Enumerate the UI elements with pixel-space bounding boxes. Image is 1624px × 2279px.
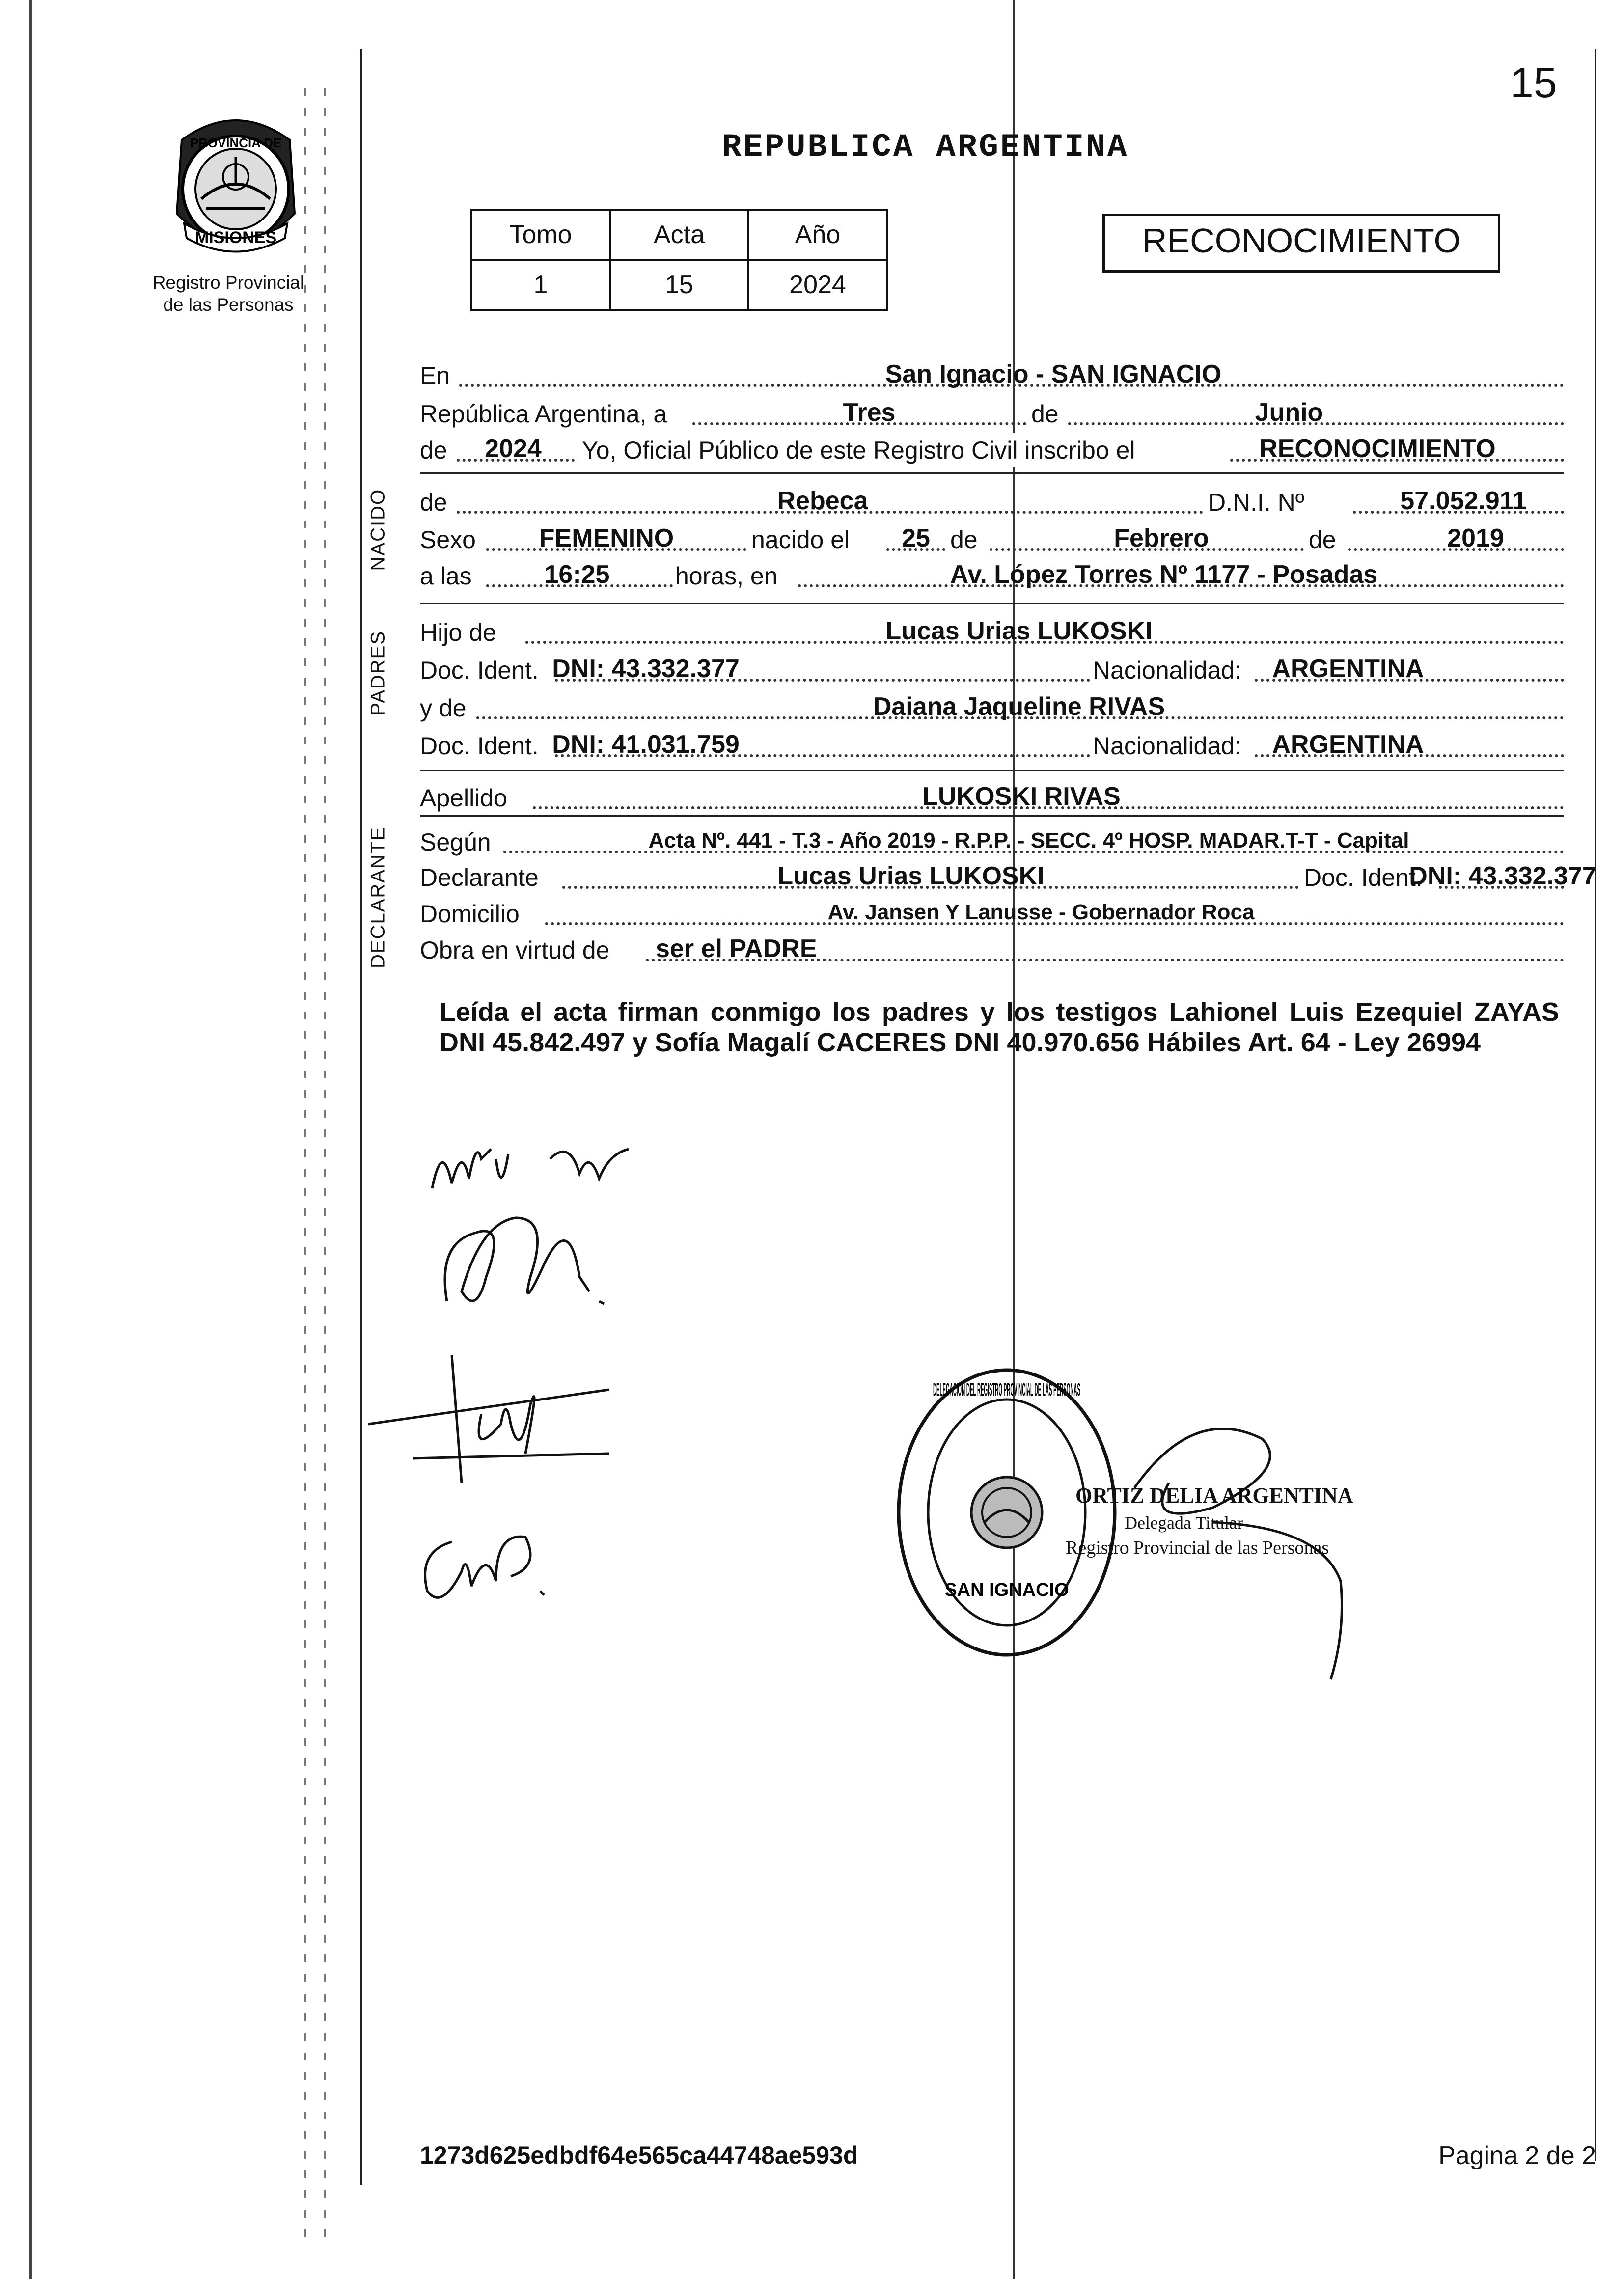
section-declarante: DECLARANTE	[367, 826, 389, 968]
left-margin-line	[360, 49, 362, 2185]
alas-label: a las	[420, 559, 475, 593]
en-label: En	[420, 358, 453, 393]
tomo-value: 1	[471, 260, 610, 310]
segun-value: Acta Nº. 441 - T.3 - Año 2019 - R.P.P. - SECC. 4º HOSP. MADAR.T-T - Capital	[648, 828, 1409, 852]
closing-text: Leída el acta firman conmigo los padres y los testigos Lahionel Luis Ezequiel ZAYAS DNI 45.842.497 y Sofía Magalí CACERES DNI 40.970.656 Hábiles Art. 64 - Ley 26994	[440, 997, 1559, 1057]
tomo-acta-table	[470, 209, 888, 311]
oficial-label: Yo, Oficial Público de este Registro Civil inscribo el	[582, 433, 1138, 467]
row-anio	[420, 433, 1564, 467]
divider-2	[420, 603, 1564, 604]
signature-2	[432, 1203, 638, 1331]
padre-nac-label: Nacionalidad:	[1093, 653, 1244, 687]
apellido-label: Apellido	[420, 781, 510, 815]
acta-header: Acta	[610, 210, 748, 260]
row-domicilio	[420, 897, 1564, 931]
nacido-label: nacido el	[751, 522, 853, 557]
declarante-nombre: Lucas Urias LUKOSKI	[777, 862, 1045, 890]
logo-bottom-text: MISIONES	[194, 228, 277, 247]
lugar-value: Av. López Torres Nº 1177 - Posadas	[950, 560, 1378, 589]
document-hash: 1273d625edbdf64e565ca44748ae593d	[420, 2142, 858, 2169]
signature-1	[422, 1129, 678, 1208]
official-stamp	[889, 1360, 1125, 1665]
rep-label: República Argentina, a	[420, 397, 670, 431]
dia-value: Tres	[843, 398, 896, 427]
row-en	[420, 358, 1564, 393]
section-nacido: NACIDO	[367, 488, 389, 571]
act-type-label: RECONOCIMIENTO	[1142, 221, 1461, 260]
row-madre	[420, 691, 1564, 725]
divider-3	[420, 770, 1564, 771]
divider-1	[420, 472, 1564, 474]
apellido-value: LUKOSKI RIVAS	[922, 782, 1121, 811]
yde-label: y de	[420, 691, 469, 725]
stamp-center-text: SAN IGNACIO	[944, 1580, 1069, 1600]
right-margin-line	[1595, 49, 1596, 2161]
declarante-doc-label: Doc. Ident.	[1304, 860, 1426, 895]
pagination: Pagina 2 de 2	[1438, 2142, 1596, 2170]
padre-doc: DNI: 43.332.377	[552, 655, 740, 683]
nacido-dia: 25	[902, 524, 930, 552]
country-title: REPUBLICA ARGENTINA	[722, 129, 1129, 165]
official-signature	[1115, 1395, 1370, 1689]
row-nacido-nombre	[420, 485, 1564, 520]
row-padre-doc	[420, 653, 1564, 687]
logo-top-text: PROVINCIA DE	[190, 136, 282, 150]
sexo-label: Sexo	[420, 522, 479, 557]
province-logo	[162, 110, 309, 268]
row-sexo	[420, 522, 1564, 557]
perforation-line-2	[324, 88, 326, 2249]
declarante-label: Declarante	[420, 860, 542, 895]
hora-value: 16:25	[544, 560, 610, 589]
row-declarante	[420, 860, 1596, 895]
row-obra	[420, 933, 1564, 967]
official-org: Registro Provincial de las Personas	[1066, 1538, 1329, 1558]
de-label: de	[1031, 397, 1062, 431]
dni-value: 57.052.911	[1400, 487, 1527, 515]
row-republica	[420, 397, 1564, 431]
row-apellido	[420, 781, 1564, 815]
center-fold-line	[1013, 0, 1015, 2279]
acta-value: 15	[610, 260, 748, 310]
madre-doc-label: Doc. Ident.	[420, 729, 542, 763]
official-name: ORTIZ DELIA ARGENTINA	[1075, 1483, 1353, 1508]
row-hijo	[420, 615, 1564, 650]
madre-nac: ARGENTINA	[1272, 730, 1424, 759]
official-role: Delegada Titular	[1125, 1513, 1243, 1533]
signature-4	[413, 1512, 589, 1611]
obra-value: ser el PADRE	[656, 934, 817, 963]
horas-label: horas, en	[675, 559, 780, 593]
anio-header: Año	[748, 210, 887, 260]
padre-nac: ARGENTINA	[1272, 655, 1424, 683]
padre-doc-label: Doc. Ident.	[420, 653, 542, 687]
page-edge-line	[29, 0, 32, 2279]
signature-3	[363, 1345, 638, 1493]
page-number: 15	[1510, 59, 1557, 107]
domicilio-label: Domicilio	[420, 897, 523, 931]
registry-line-1: Registro Provincial	[152, 273, 304, 293]
madre-nac-label: Nacionalidad:	[1093, 729, 1244, 763]
dni-label: D.N.I. Nº	[1208, 485, 1307, 520]
section-padres: PADRES	[367, 630, 389, 716]
mes-value: Junio	[1255, 398, 1323, 427]
tipo-value: RECONOCIMIENTO	[1259, 435, 1496, 463]
de-label-2: de	[420, 433, 450, 467]
nacido-de-label-3: de	[1309, 522, 1339, 557]
declarante-doc: DNI: 43.332.377	[1409, 862, 1596, 890]
obra-label: Obra en virtud de	[420, 933, 612, 967]
sexo-value: FEMENINO	[539, 524, 674, 552]
domicilio-value: Av. Jansen Y Lanusse - Gobernador Roca	[827, 900, 1255, 924]
nacido-anio: 2019	[1447, 524, 1504, 552]
nacido-de-label-2: de	[950, 522, 981, 557]
padre-nombre: Lucas Urias LUKOSKI	[885, 617, 1153, 645]
nacido-mes: Febrero	[1114, 524, 1209, 552]
registry-line-2: de las Personas	[163, 295, 294, 315]
madre-doc: DNI: 41.031.759	[552, 730, 740, 759]
nacido-nombre: Rebeca	[777, 487, 868, 515]
anio-value: 2024	[748, 260, 887, 310]
row-hora	[420, 559, 1564, 593]
en-value: San Ignacio - SAN IGNACIO	[885, 360, 1222, 388]
stamp-ring-text: DELEGACION DEL REGISTRO PROVINCIAL DE LAS PERSONAS	[933, 1379, 1080, 1400]
segun-label: Según	[420, 825, 494, 859]
hijo-label: Hijo de	[420, 615, 499, 650]
tomo-header: Tomo	[471, 210, 610, 260]
nacido-de-label: de	[420, 485, 450, 520]
row-segun	[420, 825, 1564, 859]
anio-value: 2024	[485, 435, 542, 463]
perforation-line	[304, 88, 306, 2249]
divider-4	[420, 815, 1564, 817]
madre-nombre: Daiana Jaqueline RIVAS	[873, 692, 1165, 721]
row-madre-doc	[420, 729, 1564, 763]
